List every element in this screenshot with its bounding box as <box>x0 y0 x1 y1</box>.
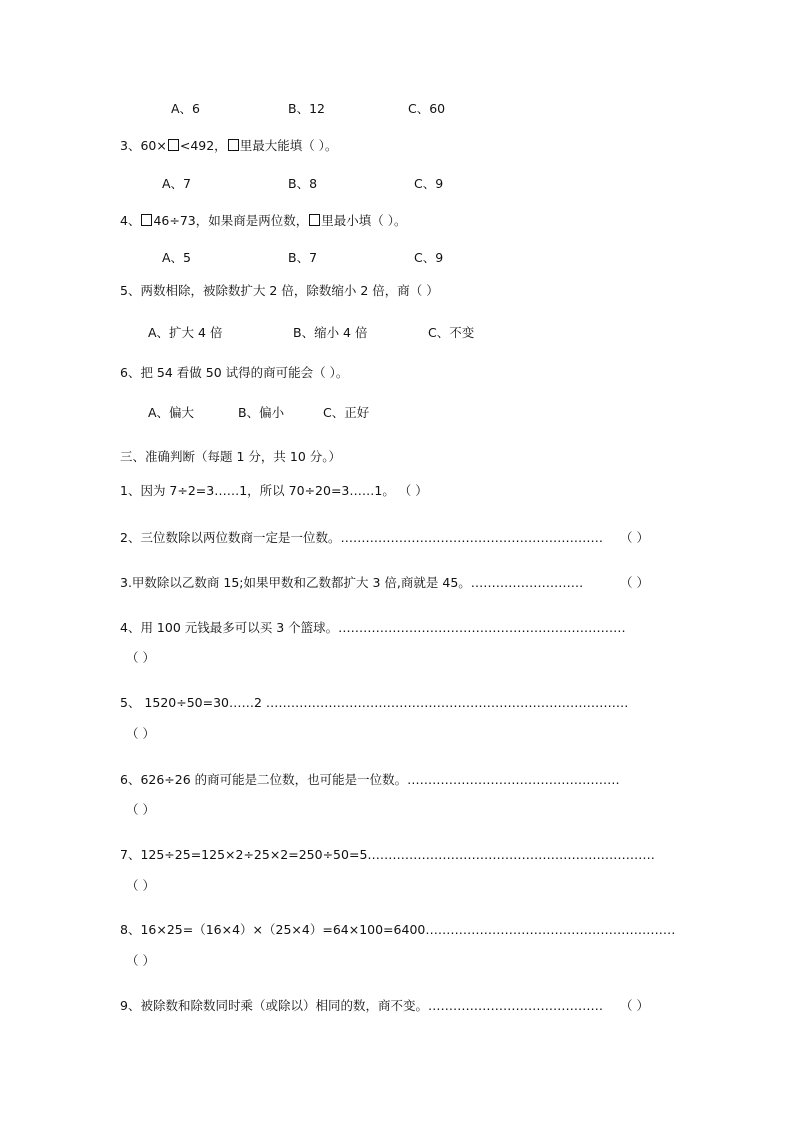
question-3 <box>120 138 337 154</box>
q2-option-b: B、12 <box>288 101 325 116</box>
judge-item-9: 9、被除数和除数同时乘（或除以）相同的数，商不变。…………………………………… <box>120 998 603 1013</box>
q3-option-a: A、7 <box>162 176 192 191</box>
q3-prefix: 3、60× <box>120 138 167 153</box>
judge-item-6: 6、626÷26 的商可能是二位数，也可能是一位数。…………………………………………… <box>120 772 620 787</box>
judge-item-4: 4、用 100 元钱最多可以买 3 个篮球。…………………………………………………………… <box>120 620 626 635</box>
judge-item-8: 8、16×25=（16×4）×（25×4）=64×100=6400…………………………………………………… <box>120 922 676 937</box>
q3-suffix2: 里最大能填（ ）。 <box>239 138 338 153</box>
judge-item-7: 7、125÷25=125×2÷25×2=250÷50=5…………………………………………………………… <box>120 847 655 862</box>
q4-option-b: B、7 <box>288 250 318 265</box>
section-3-title: 三、准确判断（每题 1 分，共 10 分。） <box>120 449 342 464</box>
judge-item-6-paren[interactable]: （ ） <box>126 802 155 817</box>
q6-option-b: B、偏小 <box>238 405 285 420</box>
blank-box-icon <box>141 214 152 226</box>
q2-option-a: A、6 <box>171 101 201 116</box>
judge-item-3: 3.甲数除以乙数商 15;如果甲数和乙数都扩大 3 倍,商就是 45。……………………… <box>120 575 584 590</box>
question-5: 5、两数相除，被除数扩大 2 倍，除数缩小 2 倍，商（ ） <box>120 283 439 298</box>
q6-option-c: C、正好 <box>323 405 370 420</box>
q2-option-c: C、60 <box>408 101 446 116</box>
judge-item-3-paren[interactable]: （ ） <box>620 575 649 590</box>
judge-item-1: 1、因为 7÷2=3……1，所以 70÷20=3……1。 （ ） <box>120 483 428 498</box>
q3-suffix: <492， <box>179 138 227 153</box>
judge-item-5: 5、 1520÷50=30……2 …………………………………………………………………………… <box>120 695 629 710</box>
q3-option-c: C、9 <box>414 176 444 191</box>
q5-option-b: B、缩小 4 倍 <box>293 325 368 340</box>
q4-option-c: C、9 <box>414 250 444 265</box>
blank-box-icon <box>228 139 239 151</box>
q6-option-a: A、偏大 <box>148 405 195 420</box>
judge-item-4-paren[interactable]: （ ） <box>126 650 155 665</box>
question-4 <box>120 213 406 229</box>
q4-suffix: 46÷73，如果商是两位数， <box>153 213 309 228</box>
judge-item-7-paren[interactable]: （ ） <box>126 878 155 893</box>
judge-item-2-paren[interactable]: （ ） <box>620 530 649 545</box>
q5-option-a: A、扩大 4 倍 <box>148 325 223 340</box>
q4-prefix: 4、 <box>120 213 141 228</box>
q4-suffix2: 里最小填（ ）。 <box>321 213 407 228</box>
judge-item-2: 2、三位数除以两位数商一定是一位数。……………………………………………………… <box>120 530 603 545</box>
judge-item-8-paren[interactable]: （ ） <box>126 953 155 968</box>
blank-box-icon <box>309 214 320 226</box>
q4-option-a: A、5 <box>162 250 192 265</box>
q5-option-c: C、不变 <box>428 325 475 340</box>
q3-option-b: B、8 <box>288 176 318 191</box>
question-6: 6、把 54 看做 50 试得的商可能会（ ）。 <box>120 365 349 380</box>
judge-item-9-paren[interactable]: （ ） <box>620 998 649 1013</box>
judge-item-5-paren[interactable]: （ ） <box>126 726 155 741</box>
blank-box-icon <box>168 139 179 151</box>
